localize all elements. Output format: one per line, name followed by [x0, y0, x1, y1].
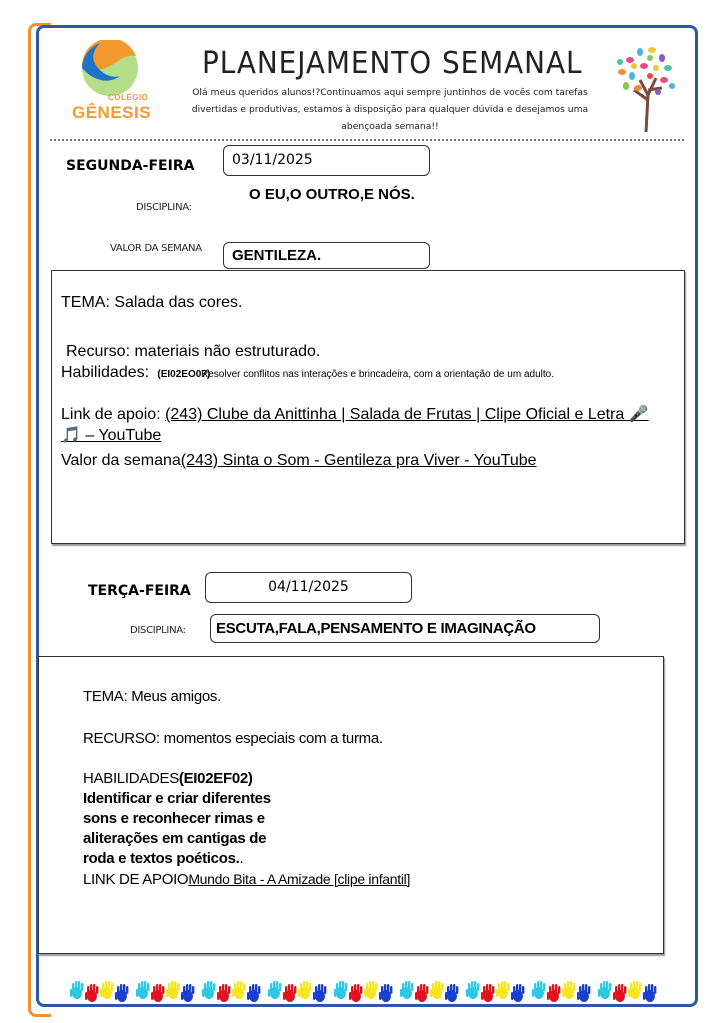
hand-icon	[202, 981, 215, 999]
tuesday-habilidades-line-2-row	[83, 809, 410, 829]
monday-value-link-row	[61, 451, 537, 470]
tuesday-discipline-label: DISCIPLINA:	[130, 625, 186, 636]
monday-discipline-label: DISCIPLINA:	[136, 202, 192, 213]
hand-icon	[136, 981, 149, 999]
monday-support-link[interactable]: (243) Clube da Anittinha | Salada de Frutas | Clipe Oficial e Letra 🎤 🎵 – YouTube	[61, 406, 649, 444]
hand-icon	[415, 984, 428, 1002]
tuesday-habilidades-line-3: aliterações em cantigas de	[83, 830, 267, 847]
tuesday-habilidades-line-1: Identificar e criar diferentes	[83, 790, 271, 807]
tuesday-habilidades-line-4: roda e textos poéticos.	[83, 850, 240, 867]
monday-value-link[interactable]: (243) Sinta o Som - Gentileza pra Viver - YouTube	[180, 452, 537, 469]
hand-icon	[232, 981, 245, 999]
monday-day-label: SEGUNDA-FEIRA	[66, 158, 195, 174]
tuesday-day-label: TERÇA-FEIRA	[88, 583, 191, 599]
hand-icon	[481, 984, 494, 1002]
monday-habilidades-label: Habilidades:	[61, 364, 150, 381]
hand-icon	[445, 984, 458, 1002]
hand-icon	[298, 981, 311, 999]
hand-icon	[577, 984, 590, 1002]
hand-icon	[166, 981, 179, 999]
hand-icon	[547, 984, 560, 1002]
monday-content-box	[51, 270, 685, 544]
tuesday-habilidades-code: (EI02EF02)	[178, 770, 253, 787]
tuesday-link-label: LINK DE APOIO	[83, 871, 189, 888]
monday-recurso: Recurso: materiais não estruturado.	[66, 343, 321, 360]
tuesday-date-field: 04/11/2025	[205, 572, 412, 603]
hand-icon	[379, 984, 392, 1002]
hand-icon	[430, 981, 443, 999]
tuesday-link-row	[83, 869, 410, 890]
hand-icon	[283, 984, 296, 1002]
tuesday-support-link[interactable]: Mundo Bita - A Amizade [clipe infantil]	[188, 871, 411, 887]
hand-icon	[85, 984, 98, 1002]
tuesday-habilidades-line-4-row	[83, 849, 410, 869]
tuesday-habilidades-line-1-row	[83, 789, 410, 809]
hand-icon	[496, 981, 509, 999]
greeting-message: Olá meus queridos alunos!?Continuamos aqui sempre juntinhos de vocês com tarefas divertidas e produtivas, estamos à disposição para qualquer dúvida e desejamos uma abençoada semana!!	[191, 87, 589, 132]
monday-tema: TEMA: Salada das cores.	[61, 294, 243, 311]
monday-habilidades	[61, 363, 676, 399]
tuesday-habilidades-line-2: sons e reconhecer rimas e	[83, 810, 265, 827]
logo-colegio-text: COLÉGIO	[108, 93, 149, 102]
logo-genesis-text: GÊNESIS	[72, 103, 152, 122]
hand-icon	[334, 981, 347, 999]
hand-icon	[364, 981, 377, 999]
hand-icon	[511, 984, 524, 1002]
monday-link-label: Link de apoio:	[61, 406, 166, 423]
hand-icon	[181, 984, 194, 1002]
hand-icon	[466, 981, 479, 999]
tuesday-content-box	[38, 656, 664, 954]
tuesday-habilidades-heading	[83, 769, 410, 789]
hand-icon	[268, 981, 281, 999]
hand-icon	[247, 984, 260, 1002]
hand-icon	[100, 981, 113, 999]
monday-value-link-label: Valor da semana	[61, 452, 181, 469]
tuesday-recurso: RECURSO: momentos especiais com a turma.	[83, 730, 383, 747]
tuesday-habilidades-tail: .	[239, 850, 244, 867]
hand-icon	[643, 984, 656, 1002]
hand-icon	[400, 981, 413, 999]
hand-icon	[628, 981, 641, 999]
hand-icon	[313, 984, 326, 1002]
hand-icon	[115, 984, 128, 1002]
colorful-tree-icon	[610, 40, 680, 135]
tuesday-tema: TEMA: Meus amigos.	[83, 688, 221, 705]
hand-icon	[532, 981, 545, 999]
hand-icon	[151, 984, 164, 1002]
hand-icon	[598, 981, 611, 999]
tuesday-habilidades-line-3-row	[83, 829, 410, 849]
monday-value-field: GENTILEZA.	[223, 242, 430, 269]
colegio-genesis-logo	[70, 40, 150, 98]
monday-discipline: O EU,O OUTRO,E NÓS.	[249, 186, 415, 203]
page-title: PLANEJAMENTO SEMANAL	[202, 46, 583, 81]
monday-habilidades-code: (EI02EO07)	[157, 369, 211, 380]
hand-icon	[217, 984, 230, 1002]
monday-link-row	[61, 404, 661, 446]
hands-decorative-border	[66, 980, 666, 1004]
hand-icon	[349, 984, 362, 1002]
header-divider	[50, 139, 684, 141]
monday-value-label: VALOR DA SEMANA	[110, 243, 202, 254]
hand-icon	[613, 984, 626, 1002]
monday-date-field: 03/11/2025	[223, 145, 430, 176]
hand-icon	[562, 981, 575, 999]
monday-habilidades-text: Resolver conflitos nas interações e brincadeira, com a orientação de um adulto.	[201, 369, 554, 380]
tuesday-discipline-field: ESCUTA,FALA,PENSAMENTO E IMAGINAÇÃO	[210, 614, 600, 643]
tuesday-habilidades	[83, 769, 410, 890]
tuesday-habilidades-label: HABILIDADES	[83, 770, 179, 787]
hand-icon	[70, 981, 83, 999]
